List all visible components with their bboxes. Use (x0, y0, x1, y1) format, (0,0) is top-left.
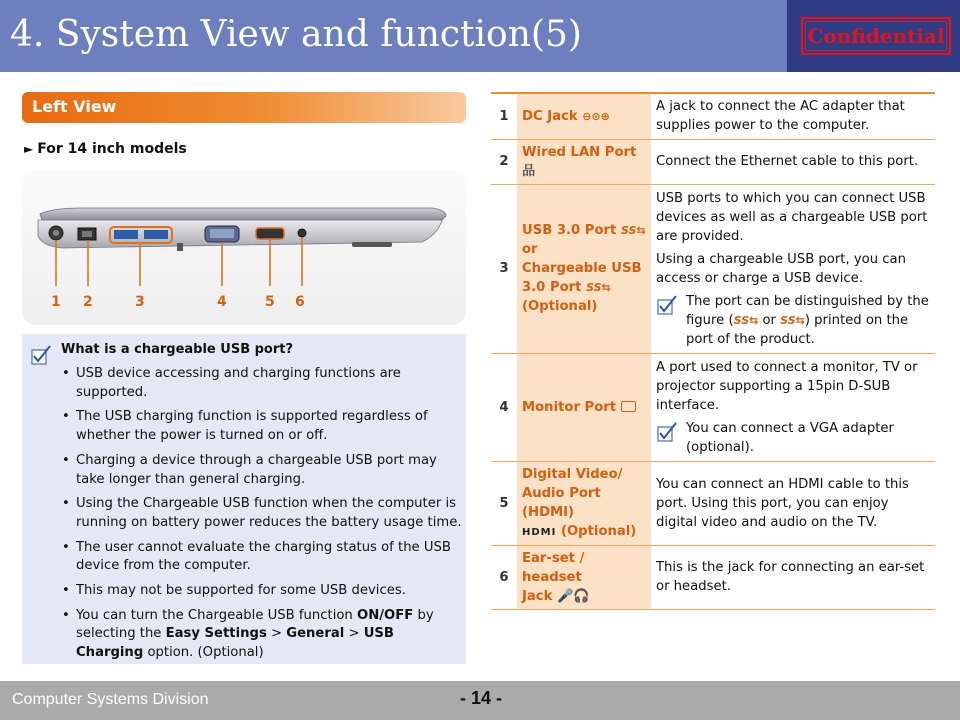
usb-charging-label: USB Charging (76, 626, 394, 661)
chargeable-usb-label: Chargeable USB (522, 261, 642, 276)
port-description-table (491, 92, 935, 610)
table-row (491, 545, 935, 609)
list-item: • This may not be supported for some USB devices. (60, 582, 462, 601)
port-description: Connect the Ethernet cable to this port. (651, 139, 935, 184)
lan-port-label: Wired LAN Port (522, 144, 637, 160)
row-number: 1 (491, 93, 517, 139)
on-off-label: ON/OFF (356, 607, 414, 623)
note-text: The port can be distinguished by the figure ( (686, 293, 929, 328)
optional-label: (Optional) (522, 299, 598, 314)
left-view-heading (22, 92, 466, 123)
usb-ss-charge-icon: SS (780, 313, 796, 327)
dc-jack-icon: ⊖⊙⊕ (582, 109, 610, 123)
text-part: You can turn the Chargeable USB function (76, 607, 357, 623)
port-name-cell (517, 545, 651, 609)
port-number-4: 4 (217, 294, 227, 310)
table-row (491, 461, 935, 545)
port-description: This is the jack for connecting an ear-set or headset. (651, 545, 935, 609)
list-item-usb-charging-setting (60, 607, 462, 663)
port-number-5: 5 (265, 294, 275, 310)
left-view-label: Left View (32, 97, 117, 116)
general-label: General (286, 626, 345, 642)
usb-charge-trident-icon: ⇆ (795, 313, 805, 327)
port-label: 3.0 Port (522, 280, 582, 295)
note-text: ) printed on the port of the product. (686, 312, 909, 347)
text-part: > (266, 626, 287, 642)
note-text: or (758, 312, 781, 328)
list-item: • The USB charging function is supported regardless of whether the power is turned on or off. (60, 408, 462, 445)
hdmi-label-line2: Audio Port (HDMI) (522, 485, 601, 520)
row-number: 4 (491, 353, 517, 461)
usb-trident-icon: ⇆ (749, 313, 759, 327)
usb3-port-label: USB 3.0 Port (522, 223, 617, 238)
note-text: You can connect a VGA adapter (optional). (686, 420, 894, 455)
text-part: by selecting the (76, 607, 434, 642)
usb-ss-icon: SS (733, 313, 750, 327)
dc-jack-label: DC Jack (522, 108, 578, 124)
list-item: • Charging a device through a chargeable USB port may take longer than general charging. (60, 452, 462, 489)
headphone-icon: 🎧 (573, 588, 590, 604)
port-number-3: 3 (135, 294, 145, 310)
hdmi-label-line1: Digital Video/ (522, 466, 623, 482)
models-label: For 14 inch models (37, 141, 187, 157)
monitor-note (656, 419, 930, 457)
usb-ss-charge-icon: SS (586, 281, 602, 294)
row-number: 6 (491, 545, 517, 609)
network-icon: 品 (522, 163, 536, 179)
monitor-icon (621, 401, 636, 412)
usb-charge-trident-icon: ⇆ (601, 281, 611, 294)
note-pencil-icon (30, 344, 54, 366)
port-description: A jack to connect the AC adapter that supplies power to the computer. (651, 93, 935, 139)
models-subheading (24, 141, 187, 157)
slide-footer (0, 681, 960, 720)
confidential-label: Confidential (805, 21, 947, 51)
port-name-cell (517, 139, 651, 184)
port-name-cell (517, 461, 651, 545)
info-list (60, 365, 462, 669)
note-pencil-icon (656, 294, 680, 316)
port-description (651, 184, 935, 353)
row-number: 3 (491, 184, 517, 353)
slide-header (0, 0, 960, 72)
list-item: • USB device accessing and charging functions are supported. (60, 365, 462, 402)
row-number: 5 (491, 461, 517, 545)
usb-desc-2: Using a chargeable USB port, you can access or charge a USB device. (656, 251, 906, 286)
text-part: option. (Optional) (143, 645, 264, 661)
page-number: - 14 - (460, 688, 503, 708)
table-row (491, 184, 935, 353)
division-label: Computer Systems Division (12, 691, 209, 708)
earset-label-line2: Jack (522, 588, 553, 604)
monitor-port-label: Monitor Port (522, 399, 617, 415)
usb-trident-icon: ⇆ (636, 224, 646, 237)
table-row (491, 139, 935, 184)
or-label: or (522, 242, 538, 257)
port-number-2: 2 (83, 294, 93, 310)
usb-ss-icon: SS (620, 224, 637, 237)
list-item: • Using the Chargeable USB function when the computer is running on battery power reduces the battery usage time. (60, 495, 462, 532)
page-title: 4. System View and function(5) (10, 14, 582, 55)
text-part: > (344, 626, 364, 642)
port-name-cell (517, 93, 651, 139)
hdmi-logo-icon: HDMI (522, 526, 557, 538)
optional-label: (Optional) (560, 523, 637, 539)
note-pencil-icon (656, 421, 680, 443)
port-number-6: 6 (295, 294, 305, 310)
port-name-cell (517, 353, 651, 461)
port-number-1: 1 (51, 294, 61, 310)
earset-label-line1: Ear-set / headset (522, 550, 585, 585)
table-row (491, 353, 935, 461)
usb-desc-1: USB ports to which you can connect USB devices as well as a chargeable USB port are provided. (656, 190, 928, 244)
port-description: You can connect an HDMI cable to this port. Using this port, you can enjoy digital video and audio on the TV. (651, 461, 935, 545)
usb-note (656, 292, 930, 349)
monitor-desc: A port used to connect a monitor, TV or projector supporting a 15pin D-SUB interface. (656, 359, 918, 413)
info-title: What is a chargeable USB port? (61, 342, 294, 357)
port-name-cell (517, 184, 651, 353)
port-description (651, 353, 935, 461)
triangle-bullet-icon: ► (24, 142, 34, 156)
microphone-icon: 🎤 (557, 588, 574, 604)
confidential-stamp (801, 17, 951, 55)
easy-settings-label: Easy Settings (165, 626, 267, 642)
row-number: 2 (491, 139, 517, 184)
table-row (491, 93, 935, 139)
list-item: • The user cannot evaluate the charging status of the USB device from the computer. (60, 539, 462, 576)
